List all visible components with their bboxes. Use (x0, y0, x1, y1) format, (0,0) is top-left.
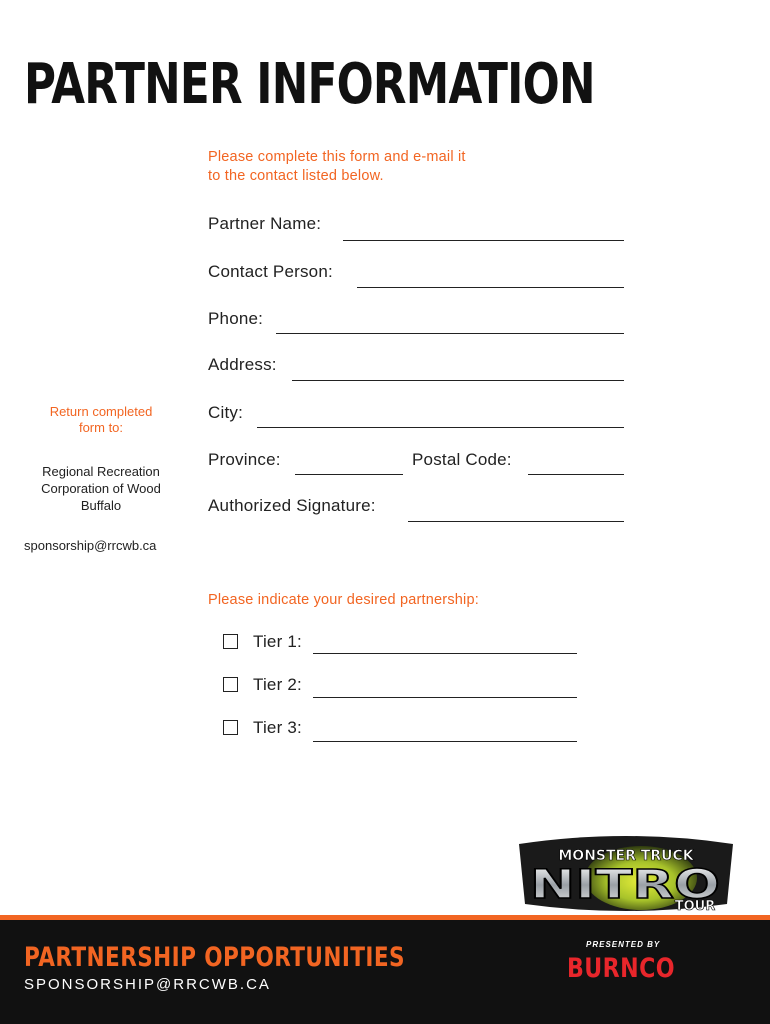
sponsor-logo-burnco: BURNCO (567, 953, 675, 984)
contact-email[interactable]: sponsorship@rrcwb.ca (24, 538, 157, 553)
instructions-line-1: Please complete this form and e-mail it (208, 149, 466, 165)
contact-person-label: Contact Person: (208, 262, 333, 281)
partner-name-field[interactable] (343, 240, 624, 241)
logo-text-tour: TOUR (674, 899, 716, 914)
logo-text-nitro: NITRO (530, 862, 720, 908)
tier-2-checkbox[interactable] (223, 677, 238, 692)
form-instructions (208, 148, 528, 186)
page-title: PARTNER INFORMATION (24, 52, 595, 117)
contact-person-field[interactable] (357, 287, 624, 288)
province-field[interactable] (295, 474, 403, 475)
return-line-1: Return completed (49, 404, 153, 419)
instructions-line-2: to the contact listed below. (208, 168, 384, 184)
footer-title: PARTNERSHIP OPPORTUNITIES (24, 942, 405, 973)
city-field[interactable] (257, 427, 624, 428)
tier-2-field[interactable] (313, 697, 577, 698)
authorized-signature-label: Authorized Signature: (208, 496, 376, 515)
tier-1-label: Tier 1: (253, 632, 302, 651)
org-line-1: Regional Recreation (42, 464, 160, 479)
tier-2-label: Tier 2: (253, 675, 302, 694)
tier-instructions: Please indicate your desired partnership: (208, 592, 479, 608)
return-instructions (30, 404, 172, 436)
org-line-3: Buffalo (80, 498, 122, 513)
phone-label: Phone: (208, 309, 264, 328)
postal-code-label: Postal Code: (412, 450, 512, 469)
tier-3-checkbox[interactable] (223, 720, 238, 735)
tier-1-field[interactable] (313, 653, 577, 654)
partner-name-label: Partner Name: (208, 214, 322, 233)
tier-3-label: Tier 3: (253, 718, 302, 737)
org-line-2: Corporation of Wood (41, 481, 161, 496)
city-label: City: (208, 403, 243, 422)
address-label: Address: (208, 355, 277, 374)
address-field[interactable] (292, 380, 624, 381)
phone-field[interactable] (276, 333, 624, 334)
postal-code-field[interactable] (528, 474, 624, 475)
presented-by-label: PRESENTED BY (586, 940, 661, 949)
province-label: Province: (208, 450, 281, 469)
tier-1-checkbox[interactable] (223, 634, 238, 649)
footer-email[interactable]: SPONSORSHIP@RRCWB.CA (24, 976, 271, 993)
organization-name (20, 463, 182, 514)
logo-text-monster-truck: MONSTER TRUCK (558, 848, 694, 864)
authorized-signature-field[interactable] (408, 521, 624, 522)
return-line-2: form to: (78, 420, 124, 435)
monster-truck-nitro-tour-logo (515, 826, 737, 918)
tier-3-field[interactable] (313, 741, 577, 742)
